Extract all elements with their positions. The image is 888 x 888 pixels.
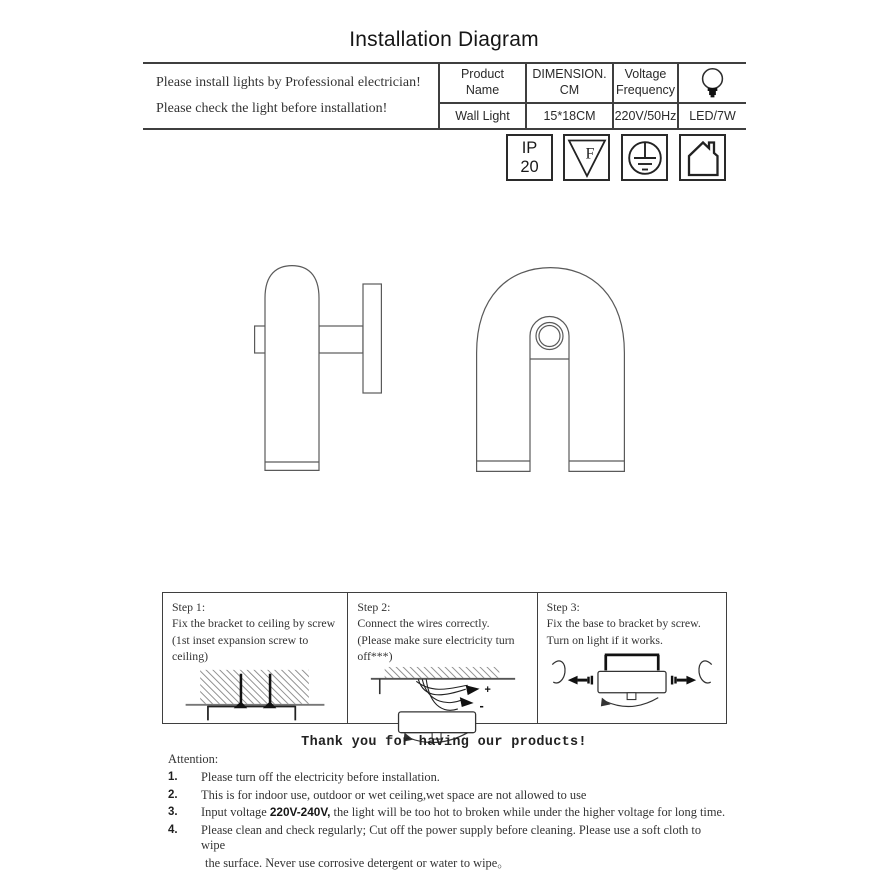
- attention-item-text-line1: Please clean and check regularly; Cut off the power supply before cleaning. Please use a soft cloth to wipe: [201, 822, 702, 852]
- step-1-illustration: [173, 665, 338, 731]
- step-1-label: Step 1:: [172, 600, 206, 614]
- attention-item-number: 3.: [168, 806, 178, 818]
- step-3-line1: Fix the base to bracket by screw.: [546, 616, 701, 631]
- step-3-line2: Turn on light if it works.: [546, 632, 663, 647]
- f-letter: F: [585, 145, 594, 162]
- attention-item-1: [168, 770, 728, 785]
- attention-item-4: [168, 823, 728, 871]
- attention-item-number: 1.: [168, 771, 178, 783]
- spec-value-lamp: LED/7W: [689, 109, 736, 123]
- notice-line-2: Please check the light before installation!: [156, 101, 388, 117]
- wall-light-side-view: [254, 265, 382, 471]
- ip-text-line1: IP: [521, 139, 538, 158]
- attention-item-text-pre: Input voltage: [201, 805, 270, 819]
- step-2-box: [347, 593, 536, 723]
- step-2-illustration: [359, 665, 527, 745]
- attention-item-2: [168, 788, 728, 803]
- spec-value-product-name: Wall Light: [455, 109, 510, 123]
- earth-ground-box: [621, 134, 668, 181]
- spec-col-voltage: [612, 64, 677, 128]
- header-text: Name: [465, 83, 500, 97]
- ip20-icon: [520, 139, 538, 176]
- step-1-line2: (1st inset expansion screw to ceiling): [172, 632, 309, 663]
- step-2-line2: (Please make sure electricity turn off***): [357, 632, 515, 663]
- attention-label: Attention:: [168, 752, 219, 766]
- attention-item-text: Please turn off the electricity before installation.: [201, 770, 440, 784]
- header-text: Frequency: [615, 83, 676, 97]
- earth-ground-icon: [624, 137, 666, 179]
- attention-item-text-post: the light will be too hot to broken while under the higher voltage for long time.: [330, 805, 726, 819]
- step-3-illustration: [548, 649, 716, 719]
- spec-header-dimension: [527, 64, 612, 104]
- spec-header-voltage: [614, 64, 677, 104]
- attention-item-text: [201, 823, 728, 871]
- thanks-line: Thank you for having our products!: [301, 735, 587, 750]
- page-title: Installation Diagram: [349, 28, 539, 51]
- plus-label: +: [484, 684, 491, 697]
- ip-text-line2: 20: [520, 157, 539, 176]
- spec-table: [143, 62, 746, 130]
- spec-col-dimension: [525, 64, 612, 128]
- ip20-rating-box: [506, 134, 553, 181]
- bulb-icon: [700, 67, 725, 100]
- indoor-use-box: [679, 134, 726, 181]
- spec-value-voltage: 220V/50Hz: [614, 109, 677, 123]
- step-1-box: [163, 593, 347, 723]
- step-2-label: Step 2:: [357, 600, 391, 614]
- installation-steps: [162, 592, 727, 724]
- f-mark-box: [563, 134, 610, 181]
- step-3-label: Step 3:: [546, 600, 580, 614]
- spec-col-product-name: [438, 64, 525, 128]
- f-mark-triangle-icon: [566, 137, 608, 179]
- attention-item-number: 4.: [168, 823, 178, 836]
- step-1-line1: Fix the bracket to ceiling by screw: [172, 616, 336, 631]
- voltage-range-bold: 220V-240V,: [269, 805, 331, 819]
- attention-item-text: [201, 805, 728, 820]
- notice-line-1: Please install lights by Professional electrician!: [156, 74, 421, 90]
- minus-label: -: [479, 698, 484, 714]
- step-3-box: [537, 593, 726, 723]
- spec-header-lamp: [679, 64, 746, 104]
- attention-item-text: This is for indoor use, outdoor or wet ceiling,wet space are not allowed to use: [201, 787, 587, 802]
- wall-light-front-view: [476, 267, 625, 472]
- attention-item-text-line2: the surface. Never use corrosive detergent or water to wipe。: [205, 855, 510, 870]
- attention-section: [168, 752, 728, 873]
- header-text: CM: [559, 83, 580, 97]
- spec-value-dimension: 15*18CM: [543, 109, 596, 123]
- header-text: Product: [460, 67, 505, 82]
- spec-header-product-name: [440, 64, 525, 104]
- header-text: DIMENSION.: [532, 67, 607, 82]
- indoor-use-house-icon: [682, 137, 724, 179]
- spec-col-lamp: [677, 64, 746, 128]
- notice-cell: [143, 64, 438, 128]
- attention-item-3: [168, 805, 728, 820]
- header-text: Voltage: [624, 67, 667, 82]
- step-2-line1: Connect the wires correctly.: [357, 616, 490, 631]
- attention-item-number: 2.: [168, 788, 178, 801]
